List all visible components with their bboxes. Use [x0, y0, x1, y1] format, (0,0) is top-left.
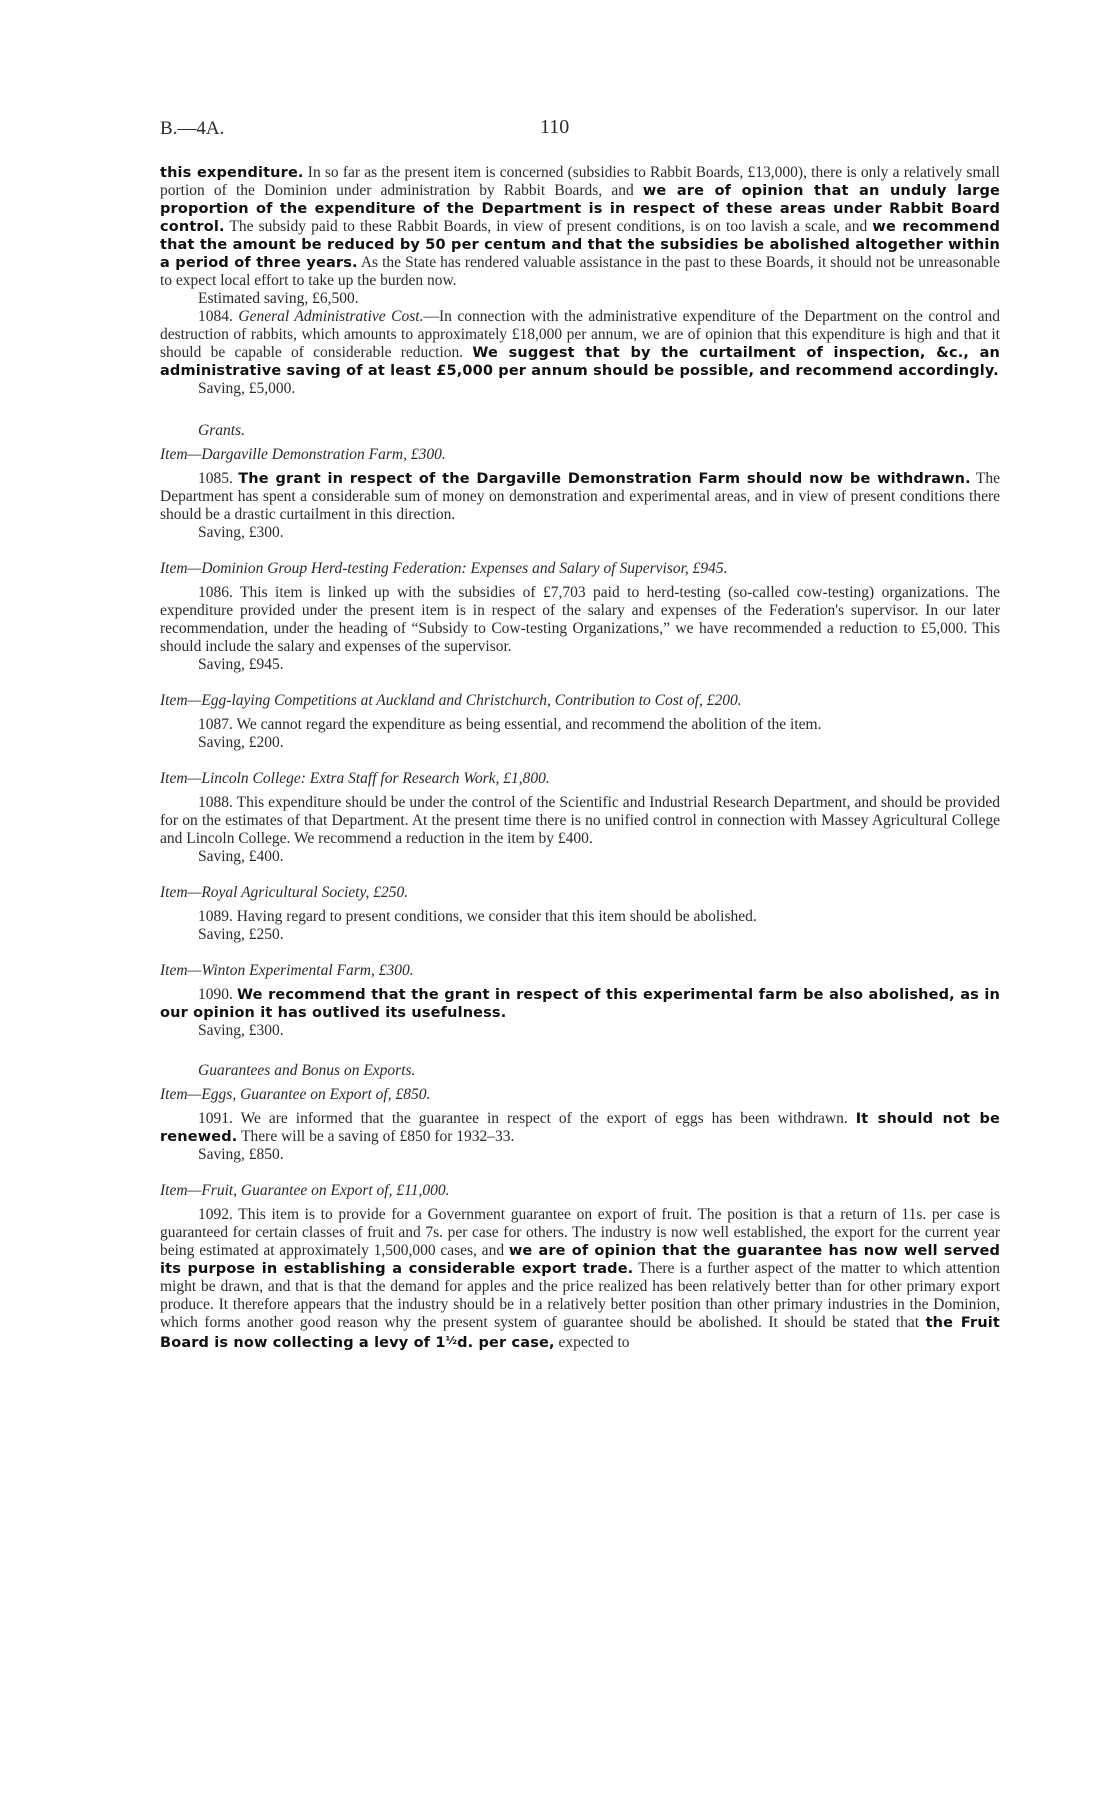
saving-line: Saving, £250.: [198, 926, 284, 943]
body-text: This item is linked up with the subsidies of £7,703 paid to herd-testing (so-called cow-testing) organizations. The expenditure provided under the present item is in respect of the salary and expenses of the Federation's supervisor. In our later recommendation, under the heading of “Subsidy to Cow-testing Organizations,” we have recommended a reduction to £5,000. This should include the salary and expenses of the supervisor.: [160, 584, 1000, 655]
item-heading: Item—Egg-laying Competitions at Auckland and Christchurch, Contribution to Cost of, £200.: [160, 692, 742, 709]
section-heading-grants: Grants.: [198, 422, 245, 439]
saving-line: Saving, £850.: [198, 1146, 284, 1163]
saving-line: Saving, £300.: [198, 524, 284, 541]
item-heading: Item—Dargaville Demonstration Farm, £300.: [160, 446, 446, 463]
body-text: We are informed that the guarantee in respect of the export of eggs has been withdrawn.: [240, 1110, 856, 1127]
body-text: This expenditure should be under the control of the Scientific and Industrial Research Department, and should be provided for on the estimates of that Department. At the present time there is no unified control in connection with Massey Agricultural College and Lincoln College. We recommend a reduction in the item by £400.: [160, 794, 1000, 847]
saving-line: Saving, £400.: [198, 848, 284, 865]
item-heading: Item—Dominion Group Herd-testing Federation: Expenses and Salary of Supervisor, £945.: [160, 560, 728, 577]
body-text: expected to: [554, 1334, 630, 1351]
body-text: The subsidy paid to these Rabbit Boards, in view of present conditions, is on too lavish a scale, and: [224, 218, 873, 235]
bold-text: d. per case,: [457, 1335, 555, 1351]
paragraph-rabbit-subsidies: [160, 164, 1000, 290]
paragraph-1085: [160, 470, 1000, 524]
bold-text: We recommend that the grant in respect of this experimental farm be also abolished, as in our opinion it has outlived its usefulness.: [160, 987, 1001, 1021]
body-text: —In connection with the administrative expenditure of the Department on the control and destruction of rabbits, which amounts to approximately £18,000 per annum, we are of opinion that this expenditure is high and that it should be capable of considerable reduction.: [160, 308, 1000, 361]
item-heading: Item—Eggs, Guarantee on Export of, £850.: [160, 1086, 431, 1103]
bold-text: It should not be renewed.: [160, 1111, 1000, 1145]
paragraph-1092: [160, 1206, 1000, 1352]
paragraph-number: 1086.: [198, 584, 233, 601]
paragraph-number: 1089.: [198, 908, 233, 925]
body-text: This item is to provide for a Government guarantee on export of fruit. The position is that a return of 11s. per case is guaranteed for certain classes of fruit and 7s. per case for others. The industry is now well established, the export for the current year being estimated at approximately 1,500,000 cases, and: [160, 1206, 1000, 1259]
bold-text: The grant in respect of the Dargaville Demonstration Farm should now be withdrawn.: [238, 471, 971, 487]
saving-line: Saving, £945.: [198, 656, 284, 673]
paragraph-number: 1091.: [198, 1110, 233, 1127]
body-text: There will be a saving of £850 for 1932–33.: [237, 1128, 515, 1145]
body-text: Having regard to present conditions, we consider that this item should be abolished.: [236, 908, 757, 925]
body-text: We cannot regard the expenditure as being essential, and recommend the abolition of the item.: [236, 716, 822, 733]
paragraph-1089: [160, 908, 1000, 926]
paragraph-number: 1085.: [198, 470, 233, 487]
paragraph-title: General Administrative Cost.: [238, 308, 424, 325]
bold-text: we are of opinion that an unduly large proportion of the expenditure of the Department is in respect of these areas under Rabbit Board control.: [160, 183, 1000, 235]
bold-text: we are of opinion that the guarantee has now well served its purpose in establishing a considerable export trade.: [160, 1243, 1000, 1277]
bold-text: this expenditure.: [160, 165, 304, 181]
paragraph-number: 1087.: [198, 716, 233, 733]
paragraph-number: 1088.: [198, 794, 233, 811]
item-heading: Item—Fruit, Guarantee on Export of, £11,000.: [160, 1182, 450, 1199]
body-text: The Department has spent a considerable sum of money on demonstration and experimental areas, and in view of present conditions there should be a drastic curtailment in this direction.: [160, 470, 1001, 523]
saving-line: Saving, £200.: [198, 734, 284, 751]
paragraph-1086: [160, 584, 1000, 656]
paragraph-1084: [160, 308, 1000, 380]
item-heading: Item—Royal Agricultural Society, £250.: [160, 884, 409, 901]
paragraph-number: 1084.: [198, 308, 233, 325]
bold-text: we recommend that the amount be reduced by 50 per centum and that the subsidies be abolished altogether within a period of three years.: [160, 219, 1000, 271]
body-text: There is a further aspect of the matter to which attention might be drawn, and that is that the demand for apples and the price realized has been relatively better than for other primary export produce. It therefore appears that the industry should be in a relatively better position than other primary industries in the Dominion, which forms another good reason why the present system of guarantee should be abolished. It should be stated that: [160, 1260, 1000, 1331]
fraction: ½: [445, 1334, 458, 1347]
paragraph-1087: [160, 716, 1000, 734]
body-text: As the State has rendered valuable assistance in the past to these Boards, it should not be unreasonable to expect local effort to take up the burden now.: [160, 254, 1000, 289]
paragraph-1088: [160, 794, 1000, 848]
item-heading: Item—Lincoln College: Extra Staff for Research Work, £1,800.: [160, 770, 550, 787]
saving-line: Saving, £300.: [198, 1022, 284, 1039]
bold-text: We suggest that by the curtailment of inspection, &c., an administrative saving of at least £5,000 per annum should be possible, and recommend accordingly.: [160, 345, 1000, 379]
paragraph-1090: [160, 986, 1000, 1022]
item-heading: Item—Winton Experimental Farm, £300.: [160, 962, 414, 979]
saving-line: Saving, £5,000.: [198, 380, 296, 397]
page-number: 110: [540, 116, 570, 138]
bold-text: the Fruit Board is now collecting a levy of 1: [160, 1315, 1000, 1351]
paragraph-number: 1092.: [198, 1206, 233, 1223]
saving-line: Estimated saving, £6,500.: [198, 290, 359, 307]
section-heading-guarantees: Guarantees and Bonus on Exports.: [198, 1062, 416, 1079]
paragraph-number: 1090.: [198, 986, 233, 1003]
body-text: In so far as the present item is concerned (subsidies to Rabbit Boards, £13,000), there is only a relatively small portion of the Dominion under administration by Rabbit Boards, and: [160, 164, 1000, 199]
report-code: B.—4A.: [160, 118, 225, 139]
document-body: [160, 164, 1000, 1352]
paragraph-1091: [160, 1110, 1000, 1146]
